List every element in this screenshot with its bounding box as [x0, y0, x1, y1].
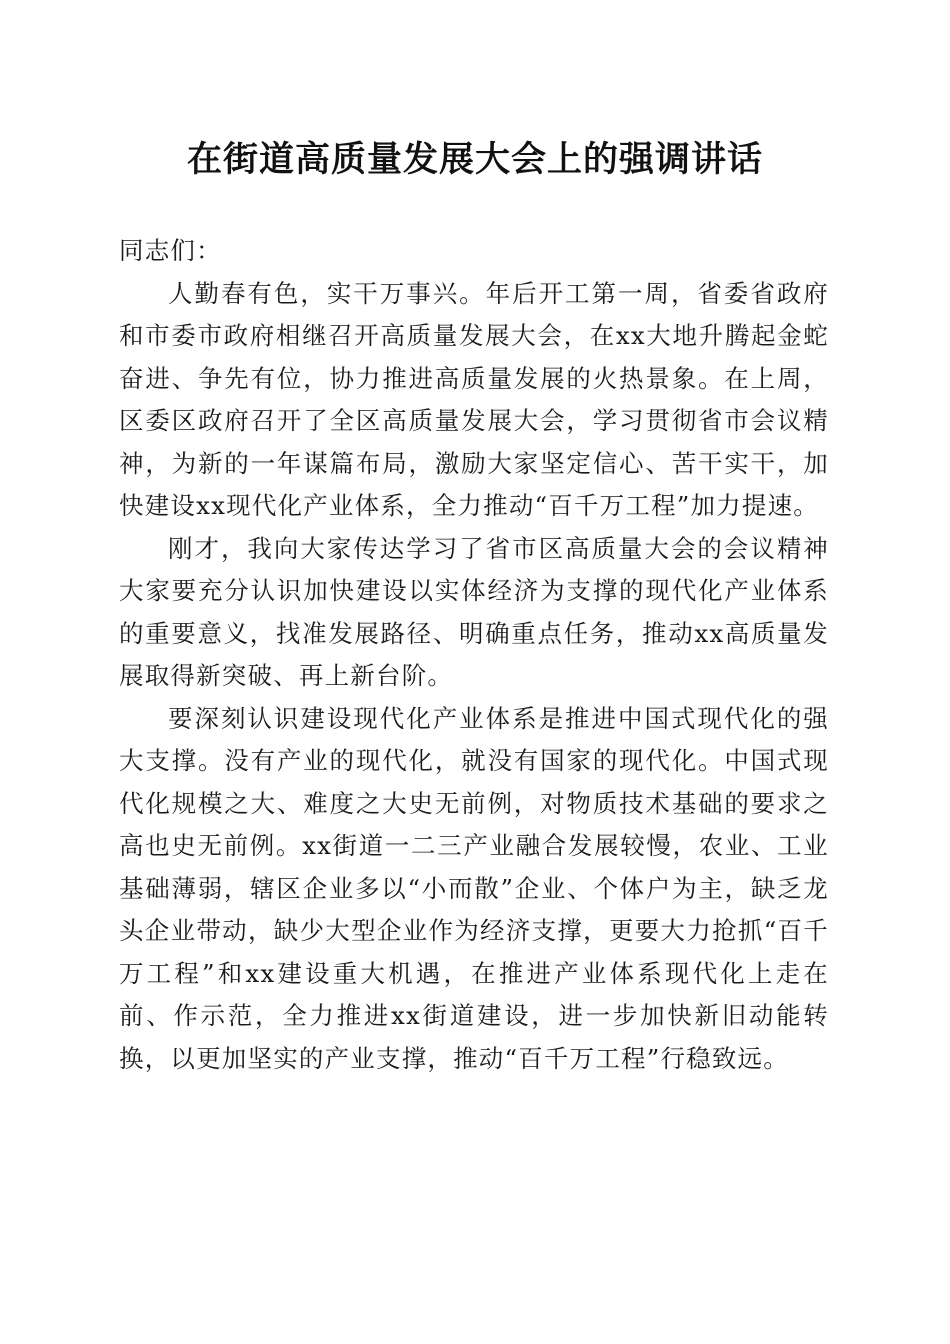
document-body	[119, 230, 829, 1080]
paragraph-2: 刚才，我向大家传达学习了省市区高质量大会的会议精神大家要充分认识加快建设以实体经济为支撑的现代化产业体系的重要意义，找准发展路径、明确重点任务，推动xx高质量发展取得新突破、再上新台阶。	[119, 533, 829, 690]
salutation: 同志们：	[119, 236, 222, 265]
paragraph-3: 要深刻认识建设现代化产业体系是推进中国式现代化的强大支撑。没有产业的现代化，就没有国家的现代化。中国式现代化规模之大、难度之大史无前例，对物质技术基础的要求之高也史无前例。xx街道一二三产业融合发展较慢，农业、工业基础薄弱，辖区企业多以“小而散”企业、个体户为主，缺乏龙头企业带动，缺少大型企业作为经济支撑，更要大力抢抓“百千万工程”和xx建设重大机遇，在推进产业体系现代化上走在前、作示范，全力推进xx街道建设，进一步加快新旧动能转换，以更加坚实的产业支撑，推动“百千万工程”行稳致远。	[119, 703, 829, 1073]
paragraph-1: 人勤春有色，实干万事兴。年后开工第一周，省委省政府和市委市政府相继召开高质量发展大会，在xx大地升腾起金蛇奋进、争先有位，协力推进高质量发展的火热景象。在上周，区委区政府召开了全区高质量发展大会，学习贯彻省市会议精神，为新的一年谋篇布局，激励大家坚定信心、苦干实干，加快建设xx现代化产业体系，全力推动“百千万工程”加力提速。	[119, 278, 829, 520]
document-title: 在街道高质量发展大会上的强调讲话	[186, 139, 763, 180]
